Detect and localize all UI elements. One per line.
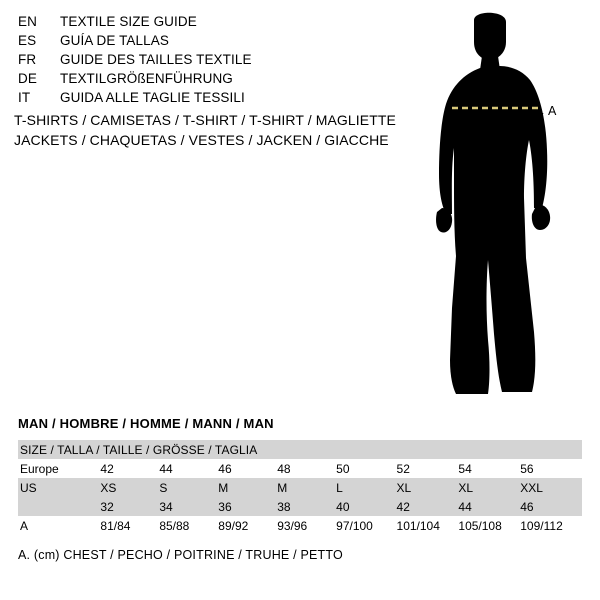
measure-leader-dashes: - - (530, 106, 545, 120)
cell: XL (458, 478, 520, 497)
cell: 34 (159, 497, 218, 516)
cell: L (336, 478, 396, 497)
cell: XL (397, 478, 459, 497)
cell: 81/84 (100, 516, 159, 535)
row-label (18, 497, 100, 516)
language-code: DE (18, 71, 37, 86)
cell: 46 (218, 459, 277, 478)
row-label: US (18, 478, 100, 497)
cell: 89/92 (218, 516, 277, 535)
cell: 54 (458, 459, 520, 478)
cell: 44 (458, 497, 520, 516)
table-row (18, 497, 582, 516)
cell: 44 (159, 459, 218, 478)
table-row (18, 478, 582, 497)
cell: 109/112 (520, 516, 582, 535)
cell: 52 (397, 459, 459, 478)
cell: XS (100, 478, 159, 497)
male-silhouette-figure (412, 8, 592, 408)
language-text: TEXTILE SIZE GUIDE (60, 14, 197, 29)
table-header-label: SIZE / TALLA / TAILLE / GRÖSSE / TAGLIA (18, 440, 582, 459)
language-code: FR (18, 52, 37, 67)
size-table (18, 440, 582, 535)
category-jackets: JACKETS / CHAQUETAS / VESTES / JACKEN / GIACCHE (14, 132, 389, 148)
language-row (18, 52, 358, 71)
cell: S (159, 478, 218, 497)
table-title: MAN / HOMBRE / HOMME / MANN / MAN (18, 416, 274, 431)
cell: 85/88 (159, 516, 218, 535)
cell: 40 (336, 497, 396, 516)
table-row (18, 516, 582, 535)
cell: M (277, 478, 336, 497)
row-label: Europe (18, 459, 100, 478)
language-text: GUÍA DE TALLAS (60, 33, 169, 48)
cell: 48 (277, 459, 336, 478)
table-header-row (18, 440, 582, 459)
cell: 56 (520, 459, 582, 478)
silhouette-body (436, 13, 550, 394)
language-text: GUIDE DES TAILLES TEXTILE (60, 52, 252, 67)
language-code: EN (18, 14, 37, 29)
language-row (18, 14, 358, 33)
cell: XXL (520, 478, 582, 497)
language-code: IT (18, 90, 31, 105)
cell: 97/100 (336, 516, 396, 535)
cell: 32 (100, 497, 159, 516)
measure-label-a: A (548, 104, 557, 118)
language-row (18, 33, 358, 52)
cell: 42 (397, 497, 459, 516)
cell: 105/108 (458, 516, 520, 535)
row-label: A (18, 516, 100, 535)
language-text: TEXTILGRÖßENFÜHRUNG (60, 71, 233, 86)
language-code: ES (18, 33, 37, 48)
cell: 36 (218, 497, 277, 516)
cell: M (218, 478, 277, 497)
language-row (18, 71, 358, 90)
language-list (18, 14, 358, 109)
language-row (18, 90, 358, 109)
cell: 50 (336, 459, 396, 478)
cell: 38 (277, 497, 336, 516)
cell: 42 (100, 459, 159, 478)
category-tshirts: T-SHIRTS / CAMISETAS / T-SHIRT / T-SHIRT / MAGLIETTE (14, 112, 396, 128)
table-footnote: A. (cm) CHEST / PECHO / POITRINE / TRUHE / PETTO (18, 548, 343, 562)
cell: 46 (520, 497, 582, 516)
category-list (14, 110, 394, 150)
table-row (18, 459, 582, 478)
language-text: GUIDA ALLE TAGLIE TESSILI (60, 90, 245, 105)
cell: 101/104 (397, 516, 459, 535)
cell: 93/96 (277, 516, 336, 535)
